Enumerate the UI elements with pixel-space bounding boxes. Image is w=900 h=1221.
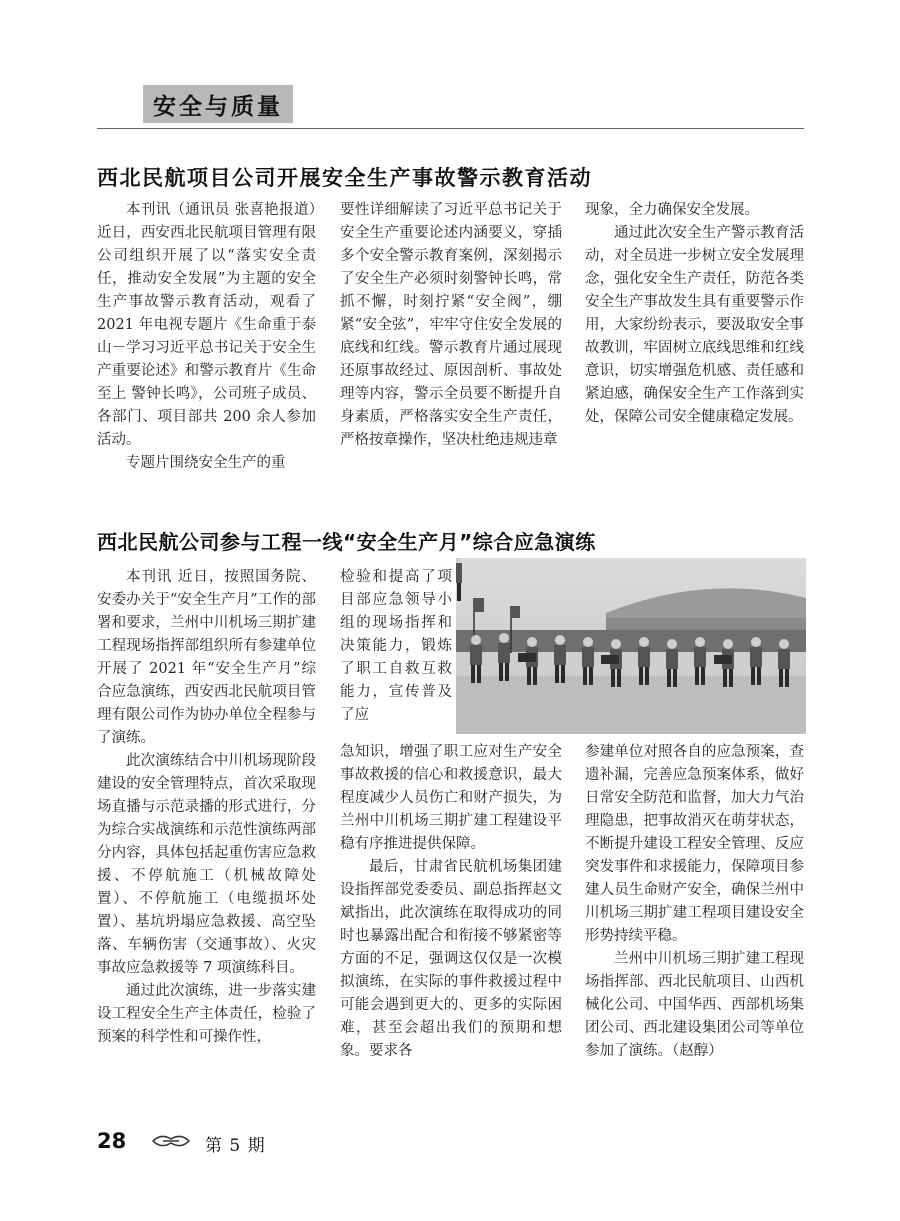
article-2-paragraph-1: 本刊讯 近日，按照国务院、安委办关于“安全生产月”工作的部署和要求，兰州中川机场三期扩建工程现场指挥部组织所有参建单位开展了 2021 年“安全生产月”综合应急演练，西安西北民航项目管理有限公司作为协办单位全程参与了演练。 xyxy=(97,569,317,746)
article-2-title: 西北民航公司参与工程一线“安全生产月”综合应急演练 xyxy=(97,530,596,554)
article-1-column-3 xyxy=(585,199,804,429)
article-2-column-3 xyxy=(585,741,804,1063)
issue-number: 第 5 期 xyxy=(205,1136,266,1156)
article-1-paragraph-2-end: 现象，全力确保安全发展。 xyxy=(585,202,759,218)
header-rule xyxy=(97,128,804,129)
drill-photo-icon xyxy=(456,558,806,734)
article-1-column-1 xyxy=(97,199,316,475)
article-1-title: 西北民航项目公司开展安全生产事故警示教育活动 xyxy=(97,166,592,190)
article-2-paragraph-3-end: 急知识，增强了职工应对生产安全事故救援的信心和救援意识，最大程度减少人员伤亡和财产损失，为兰州中川机场三期扩建工程建设平稳有序推进提供保障。 xyxy=(340,744,562,852)
article-2-paragraph-3-cont: 检验和提高了项目部应急领导小组的现场指挥和决策能力，锻炼了职工自救互救能力，宣传普及了应 xyxy=(340,569,452,723)
article-1-paragraph-1: 本刊讯（通讯员 张喜艳报道）近日，西安西北民航项目管理有限公司组织开展了以“落实安全责任，推动安全发展”为主题的安全生产事故警示教育活动，观看了 2021 年电视专题片《生命重于泰山－学习习近平总书记关于安全生产重要论述》和警示教育片《生命至上 警钟长鸣》，公司班子成员、各部门、项目部共 200 余人参加活动。 xyxy=(97,202,317,448)
article-2-paragraph-2: 此次演练结合中川机场现阶段建设的安全管理特点，首次采取现场直播与示范录播的形式进行，分为综合实战演练和示范性演练两部分内容，具体包括起重伤害应急救援、不停航施工（机械故障处置）、不停航施工（电缆损坏处置）、基坑坍塌应急救援、高空坠落、车辆伤害（交通事故）、火灾事故应急救援等 7 项演练科目。 xyxy=(97,753,316,976)
page-number: 28 xyxy=(97,1129,127,1153)
article-lead: 本刊讯 xyxy=(126,569,173,585)
article-1-paragraph-2: 专题片围绕安全生产的重 xyxy=(126,455,286,471)
magazine-logo-icon xyxy=(151,1131,191,1151)
article-lead: 本刊讯 xyxy=(126,202,171,218)
article-1-paragraph-3: 通过此次安全生产警示教育活动，对全员进一步树立安全发展理念，强化安全生产责任，防范各类安全生产事故发生具有重要警示作用，大家纷纷表示，要汲取安全事故教训，牢固树立底线思维和红线意识，切实增强危机感、责任感和紧迫感，确保安全生产工作落到实处，保障公司安全健康稳定发展。 xyxy=(585,225,804,425)
article-2-paragraph-5: 兰州中川机场三期扩建工程现场指挥部、西北民航项目、山西机械化公司、中国华西、西部机场集团公司、西北建设集团公司等单位参加了演练。（赵醇） xyxy=(585,951,804,1059)
article-2-paragraph-4: 最后，甘肃省民航机场集团建设指挥部党委委员、副总指挥赵文斌指出，此次演练在取得成功的同时也暴露出配合和衔接不够紧密等方面的不足，强调这仅仅是一次模拟演练，在实际的事件救援过程中可能会遇到更大的、更多的实际困难，甚至会超出我们的预期和想象。要求各 xyxy=(340,859,562,1059)
article-2-paragraph-3: 通过此次演练，进一步落实建设工程安全生产主体责任，检验了预案的科学性和可操作性， xyxy=(97,983,316,1045)
article-2-column-1 xyxy=(97,566,316,1049)
article-1-paragraph-2-cont: 要性详细解读了习近平总书记关于安全生产重要论述内涵要义，穿插多个安全警示教育案例，深刻揭示了安全生产必须时刻警钟长鸣，常抓不懈，时刻拧紧“安全阀”，绷紧“安全弦”，牢牢守住安全发展的底线和红线。警示教育片通过展现还原事故经过、原因剖析、事故处理等内容，警示全员要不断提升自身素质，严格落实安全生产责任，严格按章操作，坚决杜绝违规违章 xyxy=(340,202,562,448)
section-tag: 安全与质量 xyxy=(143,85,293,123)
article-2-paragraph-4-end: 参建单位对照各自的应急预案，查遗补漏，完善应急预案体系，做好日常安全防范和监督，加大力气治理隐患，把事故消灭在萌芽状态，不断提升建设工程安全管理、反应突发事件和求援能力，保障项目参建人员生命财产安全，确保兰州中川机场三期扩建工程项目建设安全形势持续平稳。 xyxy=(585,744,804,944)
article-2-column-2-top xyxy=(340,566,452,727)
article-1-column-2 xyxy=(340,199,562,452)
article-2-column-2 xyxy=(340,741,562,1063)
drill-photo xyxy=(456,558,806,734)
